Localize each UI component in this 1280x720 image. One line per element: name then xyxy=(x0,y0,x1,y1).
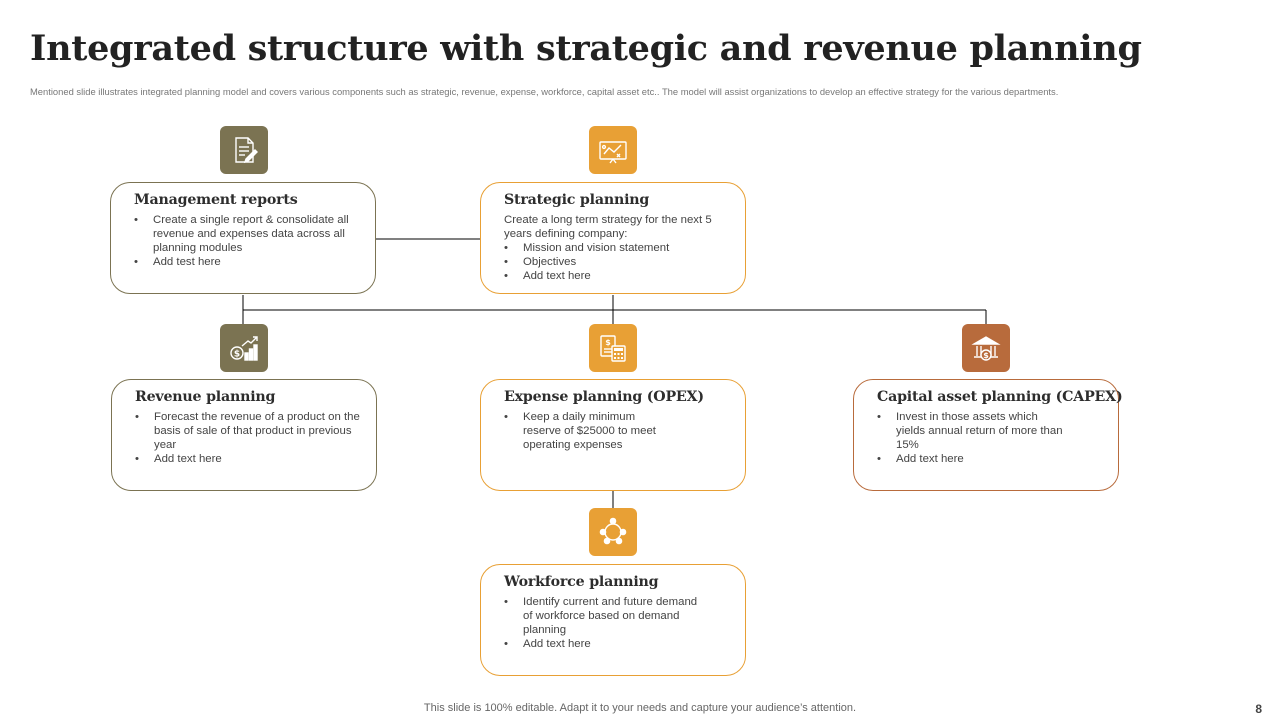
page-number: 8 xyxy=(1255,702,1262,716)
slide-subtitle: Mentioned slide illustrates integrated planning model and covers various components such as strategic, revenue, expense, workforce, capital asset etc.. The model will assist organizations to develop an effective strategy for the various departments. xyxy=(30,86,1059,97)
bullet-list xyxy=(877,410,1104,466)
card-title: Strategic planning xyxy=(504,192,650,208)
revenue-growth-chart-icon xyxy=(220,324,268,372)
svg-text:$: $ xyxy=(983,351,989,360)
card-title: Workforce planning xyxy=(504,574,659,590)
expense-calculator-icon xyxy=(589,324,637,372)
card-revenue-planning xyxy=(111,379,377,491)
bullet-list xyxy=(504,595,731,651)
svg-text:$: $ xyxy=(233,349,241,360)
list-item: • Keep a daily minimum reserve of $25000 to meet operating expenses xyxy=(504,410,668,452)
report-document-icon xyxy=(220,126,268,174)
team-network-icon xyxy=(589,508,637,556)
list-item: • Objectives xyxy=(504,255,731,269)
bullet-list xyxy=(504,410,731,452)
bank-building-icon xyxy=(962,324,1010,372)
card-strategic-planning xyxy=(480,182,746,294)
card-title: Revenue planning xyxy=(135,389,276,405)
card-management-reports xyxy=(110,182,376,294)
slide-footer: This slide is 100% editable. Adapt it to your needs and capture your audience’s attention. xyxy=(423,702,857,714)
list-item: • Identify current and future demand of workforce based on demand planning xyxy=(504,595,698,637)
list-item: • Add text here xyxy=(135,452,362,466)
svg-text:$: $ xyxy=(605,338,611,347)
list-item: • Add text here xyxy=(504,269,731,283)
list-item: • Add text here xyxy=(504,637,731,651)
list-item: • Add test here xyxy=(134,255,361,269)
card-workforce-planning xyxy=(480,564,746,676)
list-item: • Mission and vision statement xyxy=(504,241,731,255)
list-item: • Create a single report & consolidate all revenue and expenses data across all planning modules xyxy=(134,213,361,255)
slide-title: Integrated structure with strategic and revenue planning xyxy=(30,28,1142,69)
bullet-list xyxy=(134,213,361,269)
card-capital-asset-planning xyxy=(853,379,1123,491)
list-item: • Forecast the revenue of a product on the basis of sale of that product in previous year xyxy=(135,410,362,452)
card-expense-planning xyxy=(480,379,746,491)
bullet-list xyxy=(135,410,362,466)
card-title: Expense planning (OPEX) xyxy=(504,389,704,405)
strategy-board-icon xyxy=(589,126,637,174)
card-title: Capital asset planning (CAPEX) xyxy=(877,389,1123,405)
list-item: • Add text here xyxy=(877,452,1104,466)
card-intro: Create a long term strategy for the next 5 years defining company: xyxy=(504,214,712,240)
card-title: Management reports xyxy=(134,192,298,208)
bullet-list xyxy=(504,241,731,283)
list-item: • Invest in those assets which yields annual return of more than 15% xyxy=(877,410,1066,452)
